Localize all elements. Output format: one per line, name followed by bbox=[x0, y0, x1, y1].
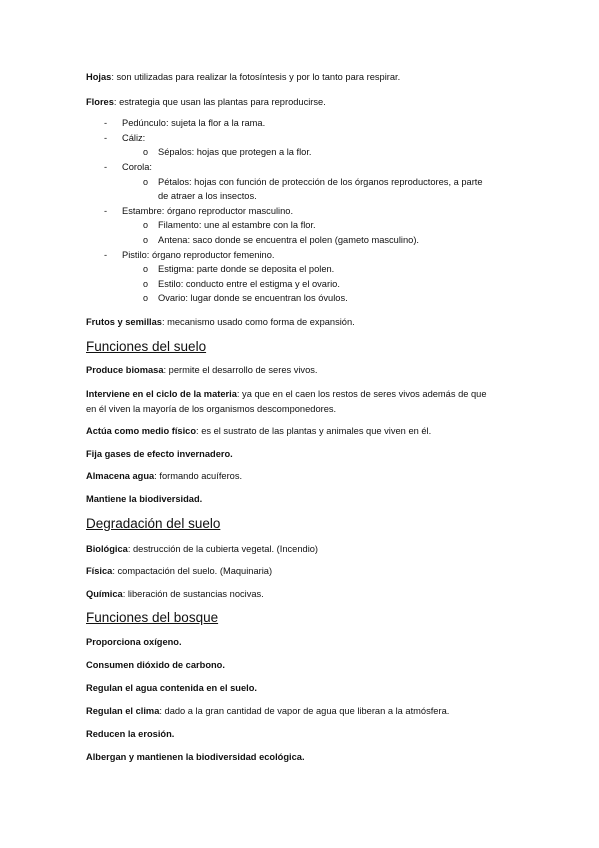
list-bullet-marker: o bbox=[143, 177, 149, 187]
paragraph-hojas bbox=[86, 71, 400, 83]
text-medio: : es el sustrato de las plantas y animales que viven en él. bbox=[196, 426, 432, 436]
text-quimica: : liberación de sustancias nocivas. bbox=[122, 589, 264, 599]
paragraph-ciclo-cont: en él viven la mayoría de los organismos descomponedores. bbox=[86, 404, 337, 414]
term-frutos: Frutos y semillas bbox=[86, 317, 162, 327]
paragraph-biomasa bbox=[86, 364, 317, 376]
text-fisica: : compactación del suelo. (Maquinaria) bbox=[112, 566, 273, 576]
list-item-caliz: Cáliz: bbox=[122, 133, 146, 143]
list-bullet-marker: o bbox=[143, 147, 149, 157]
term-ciclo: Interviene en el ciclo de la materia bbox=[86, 389, 237, 399]
list-item-pistilo: Pistilo: órgano reproductor femenino. bbox=[122, 250, 275, 260]
paragraph-dioxido bbox=[86, 659, 225, 671]
paragraph-agua-bosque bbox=[86, 682, 257, 694]
list-item-estambre: Estambre: órgano reproductor masculino. bbox=[122, 206, 294, 216]
text-hojas: : son utilizadas para realizar la fotosíntesis y por lo tanto para respirar. bbox=[111, 72, 401, 82]
term-agua: Almacena agua bbox=[86, 471, 155, 481]
list-bullet-marker: o bbox=[143, 235, 149, 245]
list-item-corola: Corola: bbox=[122, 162, 152, 172]
paragraph-ciclo bbox=[86, 388, 487, 400]
term-hojas: Hojas bbox=[86, 72, 112, 82]
list-item-petalos: Pétalos: hojas con función de protección de los órganos reproductores, a parte bbox=[158, 177, 483, 187]
list-bullet-marker: o bbox=[143, 293, 149, 303]
list-item-ovario: Ovario: lugar donde se encuentran los óvulos. bbox=[158, 293, 348, 303]
heading-funciones-bosque: Funciones del bosque bbox=[86, 610, 219, 625]
term-flores: Flores bbox=[86, 97, 114, 107]
list-dash-marker: - bbox=[104, 162, 108, 172]
paragraph-biodiversidad-bosque bbox=[86, 751, 305, 763]
term-biologica: Biológica bbox=[86, 544, 128, 554]
term-biodiversidad-bosque: Albergan y mantienen la biodiversidad ecológica. bbox=[86, 752, 305, 762]
paragraph-gases bbox=[86, 448, 233, 460]
paragraph-flores bbox=[86, 96, 326, 108]
paragraph-fisica bbox=[86, 565, 272, 577]
list-item-pedunculo: Pedúnculo: sujeta la flor a la rama. bbox=[122, 118, 266, 128]
term-oxigeno: Proporciona oxígeno. bbox=[86, 637, 182, 647]
term-biodiversidad: Mantiene la biodiversidad. bbox=[86, 494, 203, 504]
list-bullet-marker: o bbox=[143, 220, 149, 230]
list-item-petalos-cont: de atraer a los insectos. bbox=[158, 191, 257, 201]
term-fisica: Física bbox=[86, 566, 113, 576]
paragraph-agua bbox=[86, 470, 242, 482]
term-agua-bosque: Regulan el agua contenida en el suelo. bbox=[86, 683, 257, 693]
paragraph-erosion bbox=[86, 728, 174, 740]
list-dash-marker: - bbox=[104, 206, 108, 216]
paragraph-biodiversidad bbox=[86, 493, 202, 505]
paragraph-quimica bbox=[86, 588, 264, 600]
text-ciclo: : ya que en el caen los restos de seres vivos además de que bbox=[236, 389, 487, 399]
text-agua: : formando acuíferos. bbox=[154, 471, 243, 481]
term-quimica: Química bbox=[86, 589, 123, 599]
term-biomasa: Produce biomasa bbox=[86, 365, 164, 375]
list-item-antena: Antena: saco donde se encuentra el polen (gameto masculino). bbox=[158, 235, 419, 245]
list-bullet-marker: o bbox=[143, 264, 149, 274]
text-clima: : dado a la gran cantidad de vapor de agua que liberan a la atmósfera. bbox=[159, 706, 450, 716]
list-item-sepalos: Sépalos: hojas que protegen a la flor. bbox=[158, 147, 312, 157]
list-bullet-marker: o bbox=[143, 279, 149, 289]
term-dioxido: Consumen dióxido de carbono. bbox=[86, 660, 225, 670]
list-dash-marker: - bbox=[104, 133, 108, 143]
list-dash-marker: - bbox=[104, 118, 108, 128]
paragraph-biologica bbox=[86, 543, 318, 555]
term-clima: Regulan el clima bbox=[86, 706, 160, 716]
text-biologica: : destrucción de la cubierta vegetal. (Incendio) bbox=[127, 544, 319, 554]
list-item-filamento: Filamento: une al estambre con la flor. bbox=[158, 220, 316, 230]
term-erosion: Reducen la erosión. bbox=[86, 729, 175, 739]
list-item-estigma: Estigma: parte donde se deposita el polen. bbox=[158, 264, 335, 274]
heading-degradacion-suelo: Degradación del suelo bbox=[86, 516, 221, 531]
text-biomasa: : permite el desarrollo de seres vivos. bbox=[163, 365, 318, 375]
paragraph-oxigeno bbox=[86, 636, 182, 648]
term-medio: Actúa como medio físico bbox=[86, 426, 197, 436]
text-frutos: : mecanismo usado como forma de expansión. bbox=[161, 317, 355, 327]
paragraph-medio bbox=[86, 425, 431, 437]
paragraph-frutos bbox=[86, 316, 355, 328]
heading-funciones-suelo: Funciones del suelo bbox=[86, 339, 207, 354]
term-gases: Fija gases de efecto invernadero. bbox=[86, 449, 233, 459]
list-dash-marker: - bbox=[104, 250, 108, 260]
text-flores: : estrategia que usan las plantas para reproducirse. bbox=[113, 97, 326, 107]
paragraph-clima bbox=[86, 705, 449, 717]
list-item-estilo: Estilo: conducto entre el estigma y el ovario. bbox=[158, 279, 340, 289]
